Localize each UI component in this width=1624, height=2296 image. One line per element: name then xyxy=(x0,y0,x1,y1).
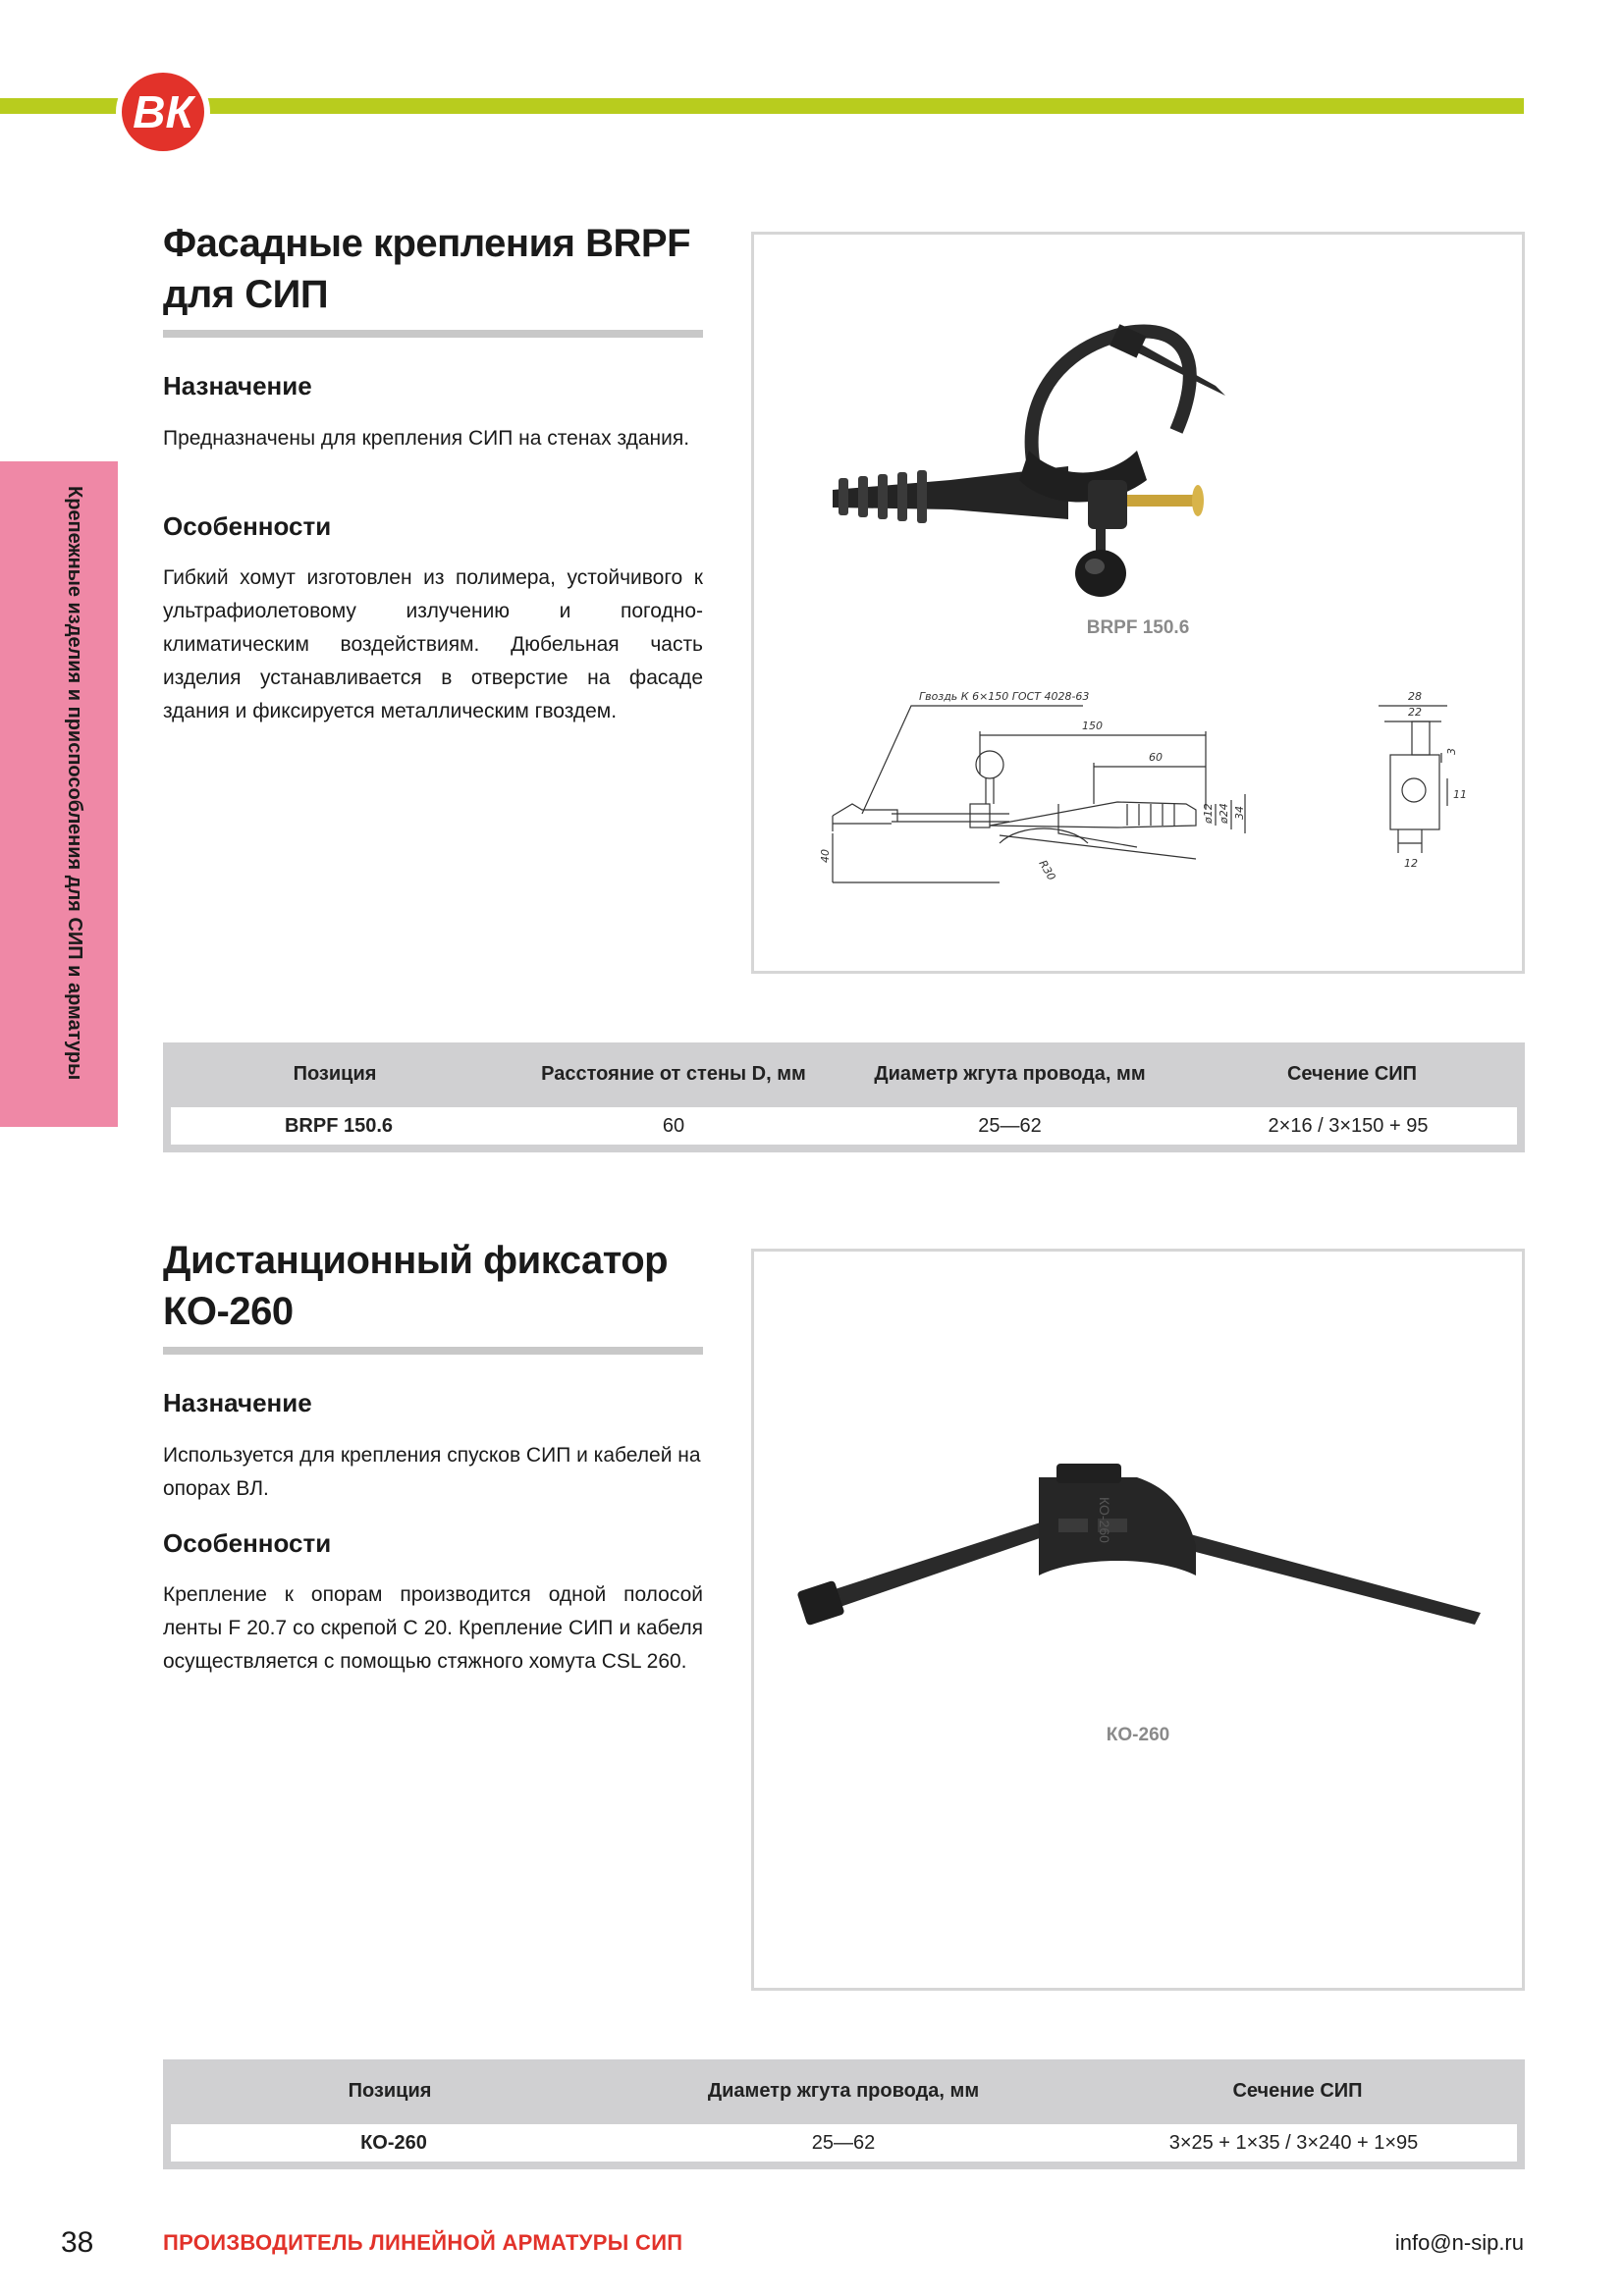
section1-title xyxy=(163,218,690,320)
logo-text: ВК xyxy=(133,86,193,137)
section1-cell-position: BRPF 150.6 xyxy=(284,1114,394,1137)
section1-features-heading: Особенности xyxy=(163,511,332,541)
brpf-technical-drawing xyxy=(803,676,1490,902)
section1-header-bundle-diameter: Диаметр жгута провода, мм xyxy=(874,1062,1146,1085)
drawing-dim-d24: ø24 xyxy=(1218,803,1230,824)
footer-manufacturer: ПРОИЗВОДИТЕЛЬ ЛИНЕЙНОЙ АРМАТУРЫ СИП xyxy=(163,2230,683,2255)
section2-cell-position: КО-260 xyxy=(360,2131,427,2154)
drawing-dim-3: 3 xyxy=(1445,748,1458,755)
ko260-product-photo xyxy=(793,1428,1500,1723)
section2-features-text: Крепление к опорам производится одной полосой ленты F 20.7 со скрепой С 20. Крепление СИП и кабеля осуществляется с помощью стяжного хомута CSL 260. xyxy=(163,1583,703,1673)
section1-image-frame xyxy=(751,232,1525,974)
company-logo xyxy=(100,61,232,159)
drawing-dim-40: 40 xyxy=(819,849,832,863)
section1-header-distance: Расстояние от стены D, мм xyxy=(541,1062,806,1085)
section1-cell-bundle-diameter: 25—62 xyxy=(978,1114,1042,1137)
section1-table-header xyxy=(163,1042,1525,1105)
section2-title-rule xyxy=(163,1347,703,1355)
section2-table-header xyxy=(163,2059,1525,2122)
drawing-dim-22: 22 xyxy=(1408,706,1422,719)
drawing-dim-60: 60 xyxy=(1149,751,1163,764)
section1-image-caption: BRPF 150.6 xyxy=(1086,617,1190,638)
section1-header-sip-section: Сечение СИП xyxy=(1286,1062,1418,1085)
footer-email-link[interactable]: info@n-sip.ru xyxy=(1394,2230,1524,2255)
section2-features-heading: Особенности xyxy=(163,1528,332,1558)
drawing-dim-d12: ø12 xyxy=(1202,803,1215,824)
drawing-dim-12: 12 xyxy=(1404,857,1418,870)
section1-cell-sip-section: 2×16 / 3×150 + 95 xyxy=(1268,1114,1429,1137)
section2-title-line1: Дистанционный фиксатор xyxy=(163,1239,669,1282)
section1-purpose-text: Предназначены для крепления СИП на стенах здания. xyxy=(163,427,690,450)
section1-title-line2: для СИП xyxy=(163,273,329,316)
section2-image-caption: КО-260 xyxy=(1106,1725,1170,1745)
section2-header-position: Позиция xyxy=(348,2079,432,2102)
section2-purpose-heading: Назначение xyxy=(163,1388,312,1417)
table-row xyxy=(171,2124,1517,2162)
section2-title-line2: КО-260 xyxy=(163,1290,294,1333)
section1-header-position: Позиция xyxy=(293,1062,377,1085)
ko260-product-mark: КО-260 xyxy=(1097,1497,1112,1543)
section1-purpose-heading: Назначение xyxy=(163,371,312,400)
section1-title-rule xyxy=(163,330,703,338)
drawing-dim-28: 28 xyxy=(1408,690,1422,703)
drawing-dim-r30: R30 xyxy=(1036,858,1058,883)
section2-title xyxy=(163,1235,668,1337)
section2-cell-sip-section: 3×25 + 1×35 / 3×240 + 1×95 xyxy=(1168,2131,1419,2154)
drawing-dim-34: 34 xyxy=(1233,806,1246,820)
section2-image-frame xyxy=(751,1249,1525,1991)
section1-spec-table xyxy=(163,1042,1525,1152)
drawing-dim-150: 150 xyxy=(1082,720,1103,732)
section1-features-text: Гибкий хомут изготовлен из полимера, устойчивого к ультрафиолетовому излучению и погодно-климатическим воздействиям. Дюбельная часть изделия устанавливается в отверстие на фасаде здания и фиксируется металлическим гвоздем. xyxy=(163,566,703,722)
section1-title-line1: Фасадные крепления BRPF xyxy=(163,222,691,265)
section2-header-sip-section: Сечение СИП xyxy=(1232,2079,1363,2102)
side-section-label: Крепежные изделия и приспособления для СИП и арматуры xyxy=(64,486,85,1081)
drawing-dim-11: 11 xyxy=(1453,788,1467,801)
section1-cell-distance: 60 xyxy=(662,1114,685,1137)
section2-header-bundle-diameter: Диаметр жгута провода, мм xyxy=(707,2079,980,2102)
page-number: 38 xyxy=(61,2226,94,2259)
drawing-nail-label: Гвоздь К 6×150 ГОСТ 4028-63 xyxy=(919,690,1090,703)
table-row xyxy=(171,1107,1517,1145)
section2-spec-table xyxy=(163,2059,1525,2169)
section2-cell-bundle-diameter: 25—62 xyxy=(811,2131,876,2154)
section2-purpose-text: Используется для крепления спусков СИП и кабелей на опорах ВЛ. xyxy=(163,1444,701,1500)
